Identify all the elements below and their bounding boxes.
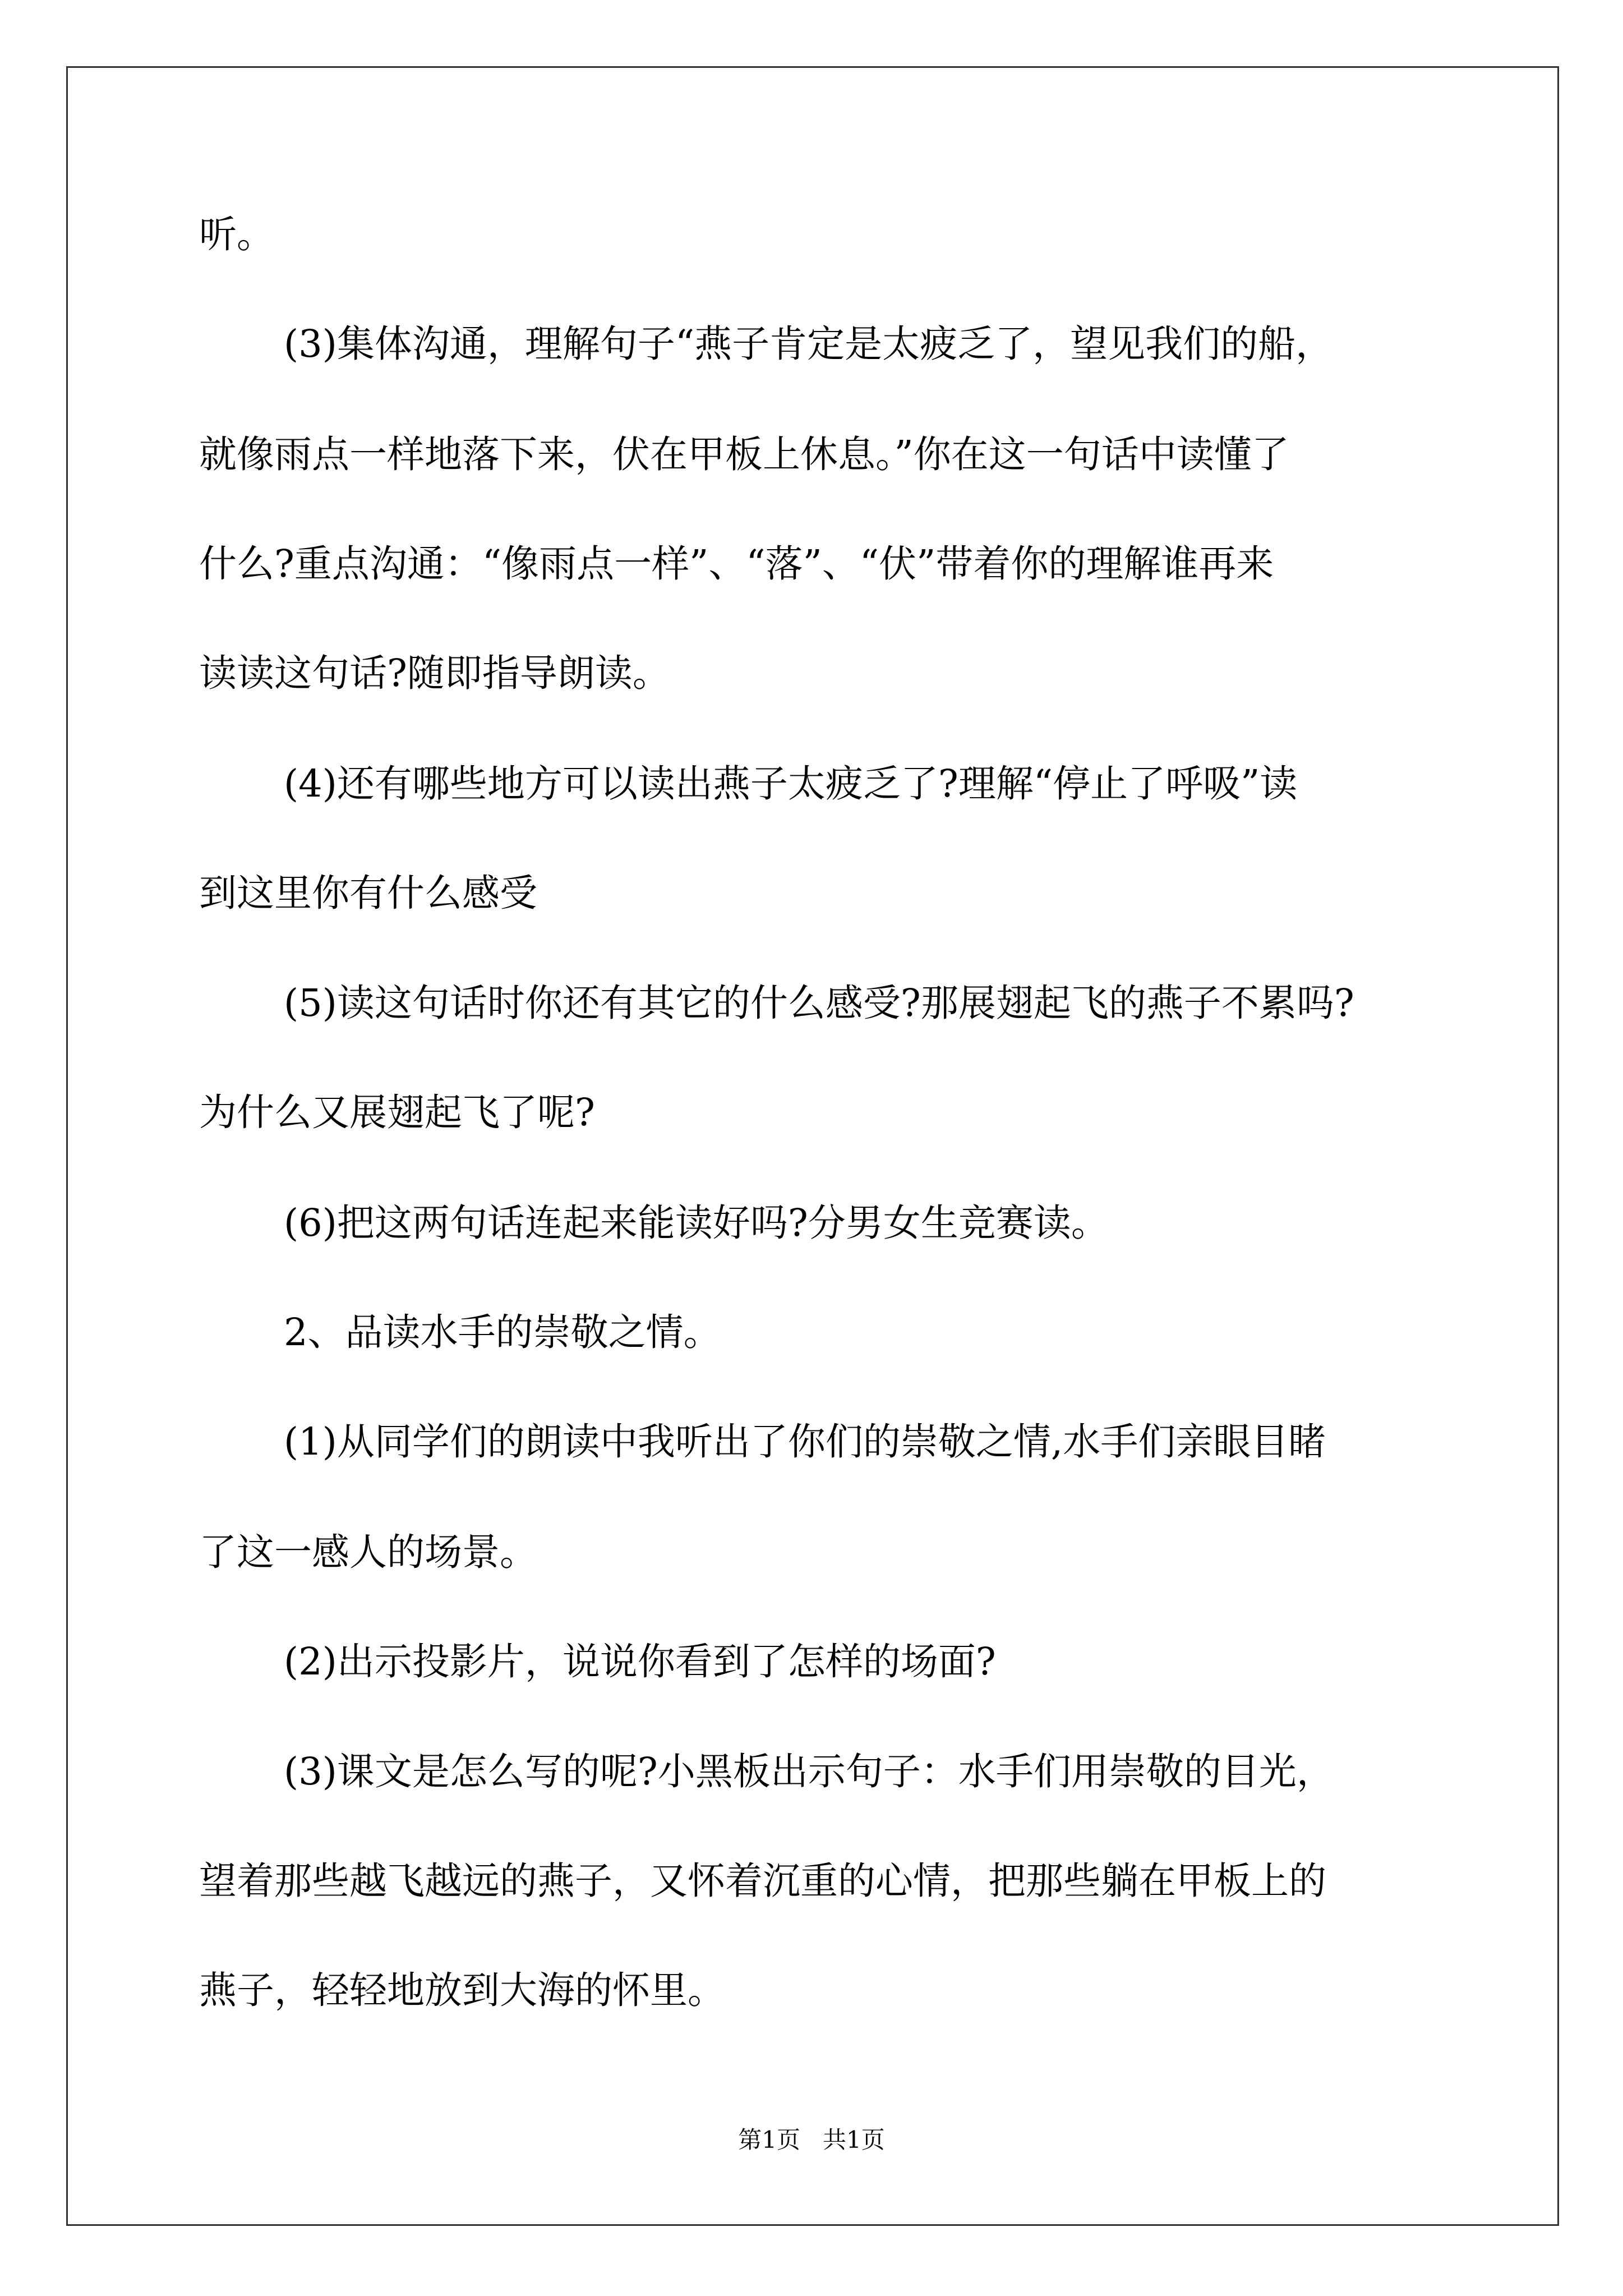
text-line: 什么?重点沟通：“像雨点一样”、“落”、“伏”带着你的理解谁再来: [199, 542, 1274, 586]
paragraph-start-line: (5)读这句话时你还有其它的什么感受?那展翅起飞的燕子不累吗?: [284, 981, 1354, 1025]
paragraph-start-line: (2)出示投影片，说说你看到了怎样的场面?: [284, 1640, 996, 1683]
page-number-footer: 第1页 共1页: [738, 2126, 885, 2154]
text-line: 听。: [199, 213, 274, 256]
paragraph-start-line: (1)从同学们的朗读中我听出了你们的崇敬之情,水手们亲眼目睹: [284, 1420, 1326, 1464]
paragraph-start-line: (4)还有哪些地方可以读出燕子太疲乏了?理解“停止了呼吸”读: [284, 762, 1298, 806]
text-line: 就像雨点一样地落下来，伏在甲板上休息。”你在这一句话中读懂了: [199, 432, 1289, 476]
text-line: 到这里你有什么感受: [199, 871, 537, 915]
paragraph-start-line: (3)课文是怎么写的呢?小黑板出示句子：水手们用崇敬的目光，: [284, 1750, 1334, 1793]
text-line: 了这一感人的场景。: [199, 1530, 537, 1574]
text-line: 燕子，轻轻地放到大海的怀里。: [199, 1968, 725, 2012]
text-line: 为什么又展翅起飞了呢?: [199, 1091, 595, 1134]
section-heading: 2、品读水手的崇敬之情。: [284, 1310, 721, 1354]
text-line: 读读这句话?随即指导朗读。: [199, 651, 670, 695]
paragraph-start-line: (3)集体沟通，理解句子“燕子肯定是太疲乏了，望见我们的船，: [284, 322, 1334, 366]
paragraph-start-line: (6)把这两句话连起来能读好吗?分男女生竞赛读。: [284, 1201, 1109, 1245]
text-line: 望着那些越飞越远的燕子，又怀着沉重的心情，把那些躺在甲板上的: [199, 1859, 1326, 1903]
